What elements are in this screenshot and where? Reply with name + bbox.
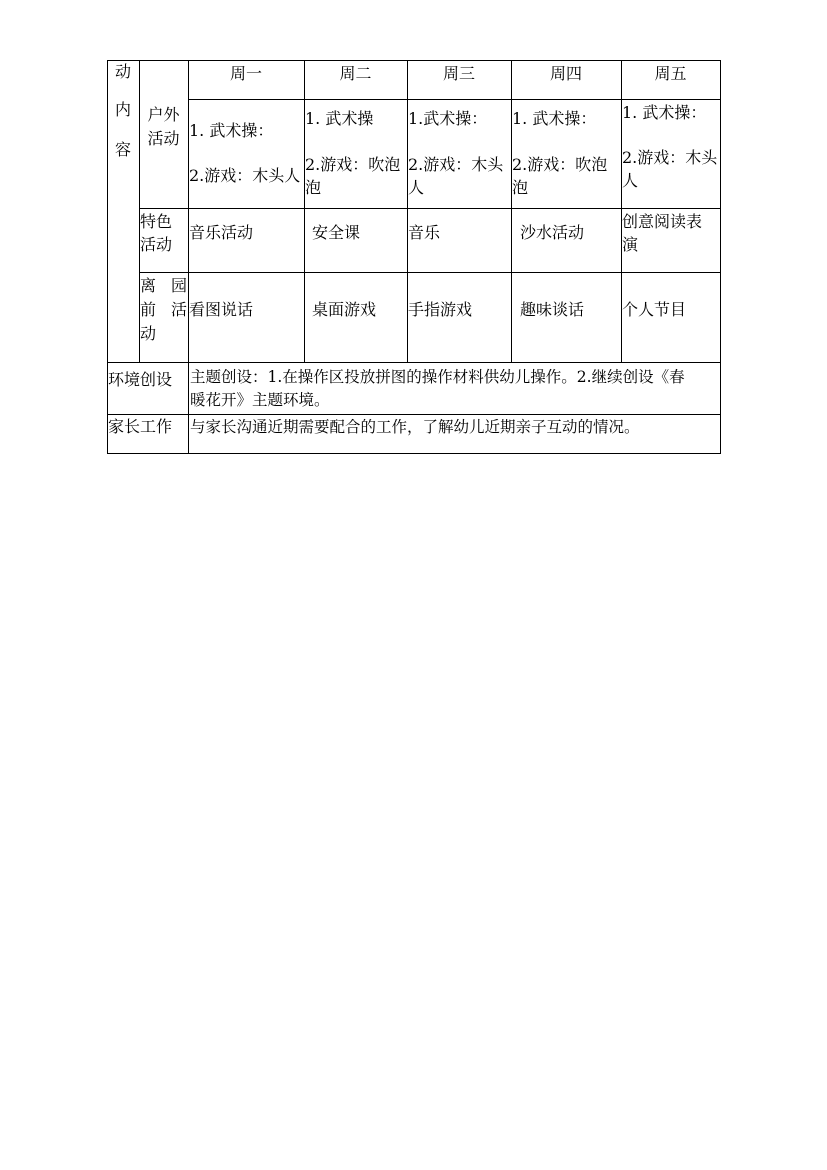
leaving-label: 活 <box>171 300 188 319</box>
leaving-label: 离 <box>140 276 157 295</box>
day-header-mon: 周一 <box>229 64 262 83</box>
outdoor-tue-line: 2.游戏：吹泡 <box>305 155 401 174</box>
special-thu: 沙水活动 <box>520 223 585 242</box>
special-fri-line: 演 <box>622 235 639 254</box>
special-fri-line: 创意阅读表 <box>622 212 703 231</box>
parent-work-label: 家长工作 <box>108 417 173 436</box>
leaving-label: 园 <box>171 276 188 295</box>
environment-text-line: 主题创设：1.在操作区投放拼图的操作材料供幼儿操作。2.继续创设《春 <box>190 368 685 386</box>
leaving-wed: 手指游戏 <box>408 300 473 319</box>
environment-text-line: 暖花开》主题环境。 <box>190 391 330 409</box>
table-rule <box>188 99 721 100</box>
special-mon: 音乐活动 <box>189 223 254 242</box>
table-rule <box>107 453 721 454</box>
day-header-wed: 周三 <box>442 64 475 83</box>
outdoor-label: 户外 <box>147 105 180 124</box>
weekly-plan-table <box>107 60 721 454</box>
outdoor-fri-line: 2.游戏：木头 <box>622 148 718 167</box>
outdoor-wed-line: 2.游戏：木头 <box>408 155 504 174</box>
row-label-char: 内 <box>114 100 131 119</box>
leaving-label: 动 <box>140 324 157 343</box>
outdoor-fri-line: 1. 武术操： <box>622 103 707 122</box>
leaving-fri: 个人节目 <box>622 300 687 319</box>
outdoor-wed-line: 人 <box>408 178 425 197</box>
table-rule <box>139 208 721 209</box>
outdoor-wed-line: 1.武术操： <box>408 109 488 128</box>
table-rule <box>720 60 721 454</box>
environment-label: 环境创设 <box>108 370 173 389</box>
outdoor-thu-line: 1. 武术操： <box>512 109 597 128</box>
special-label: 特色 <box>140 212 173 231</box>
table-rule <box>304 60 305 362</box>
table-rule <box>139 272 721 273</box>
table-rule <box>107 362 721 363</box>
outdoor-fri-line: 人 <box>622 171 639 190</box>
day-header-tue: 周二 <box>339 64 372 83</box>
leaving-thu: 趣味谈话 <box>520 300 585 319</box>
table-rule <box>511 60 512 362</box>
leaving-label: 前 <box>140 300 157 319</box>
outdoor-label: 活动 <box>147 129 180 148</box>
table-rule <box>107 60 721 61</box>
parent-work-text: 与家长沟通近期需要配合的工作，了解幼儿近期亲子互动的情况。 <box>190 418 640 436</box>
special-wed: 音乐 <box>408 223 441 242</box>
day-header-thu: 周四 <box>549 64 582 83</box>
leaving-mon: 看图说话 <box>189 300 254 319</box>
outdoor-mon-line: 2.游戏：木头人 <box>189 166 301 185</box>
row-label-char: 容 <box>114 140 131 159</box>
outdoor-thu-line: 2.游戏：吹泡 <box>512 155 608 174</box>
day-header-fri: 周五 <box>654 64 687 83</box>
outdoor-tue-line: 1. 武术操 <box>305 109 374 128</box>
outdoor-thu-line: 泡 <box>512 178 529 197</box>
special-label: 活动 <box>140 235 173 254</box>
outdoor-mon-line: 1. 武术操： <box>189 121 274 140</box>
special-tue: 安全课 <box>312 223 361 242</box>
row-label-char: 动 <box>114 62 131 81</box>
leaving-tue: 桌面游戏 <box>312 300 377 319</box>
outdoor-tue-line: 泡 <box>305 178 322 197</box>
